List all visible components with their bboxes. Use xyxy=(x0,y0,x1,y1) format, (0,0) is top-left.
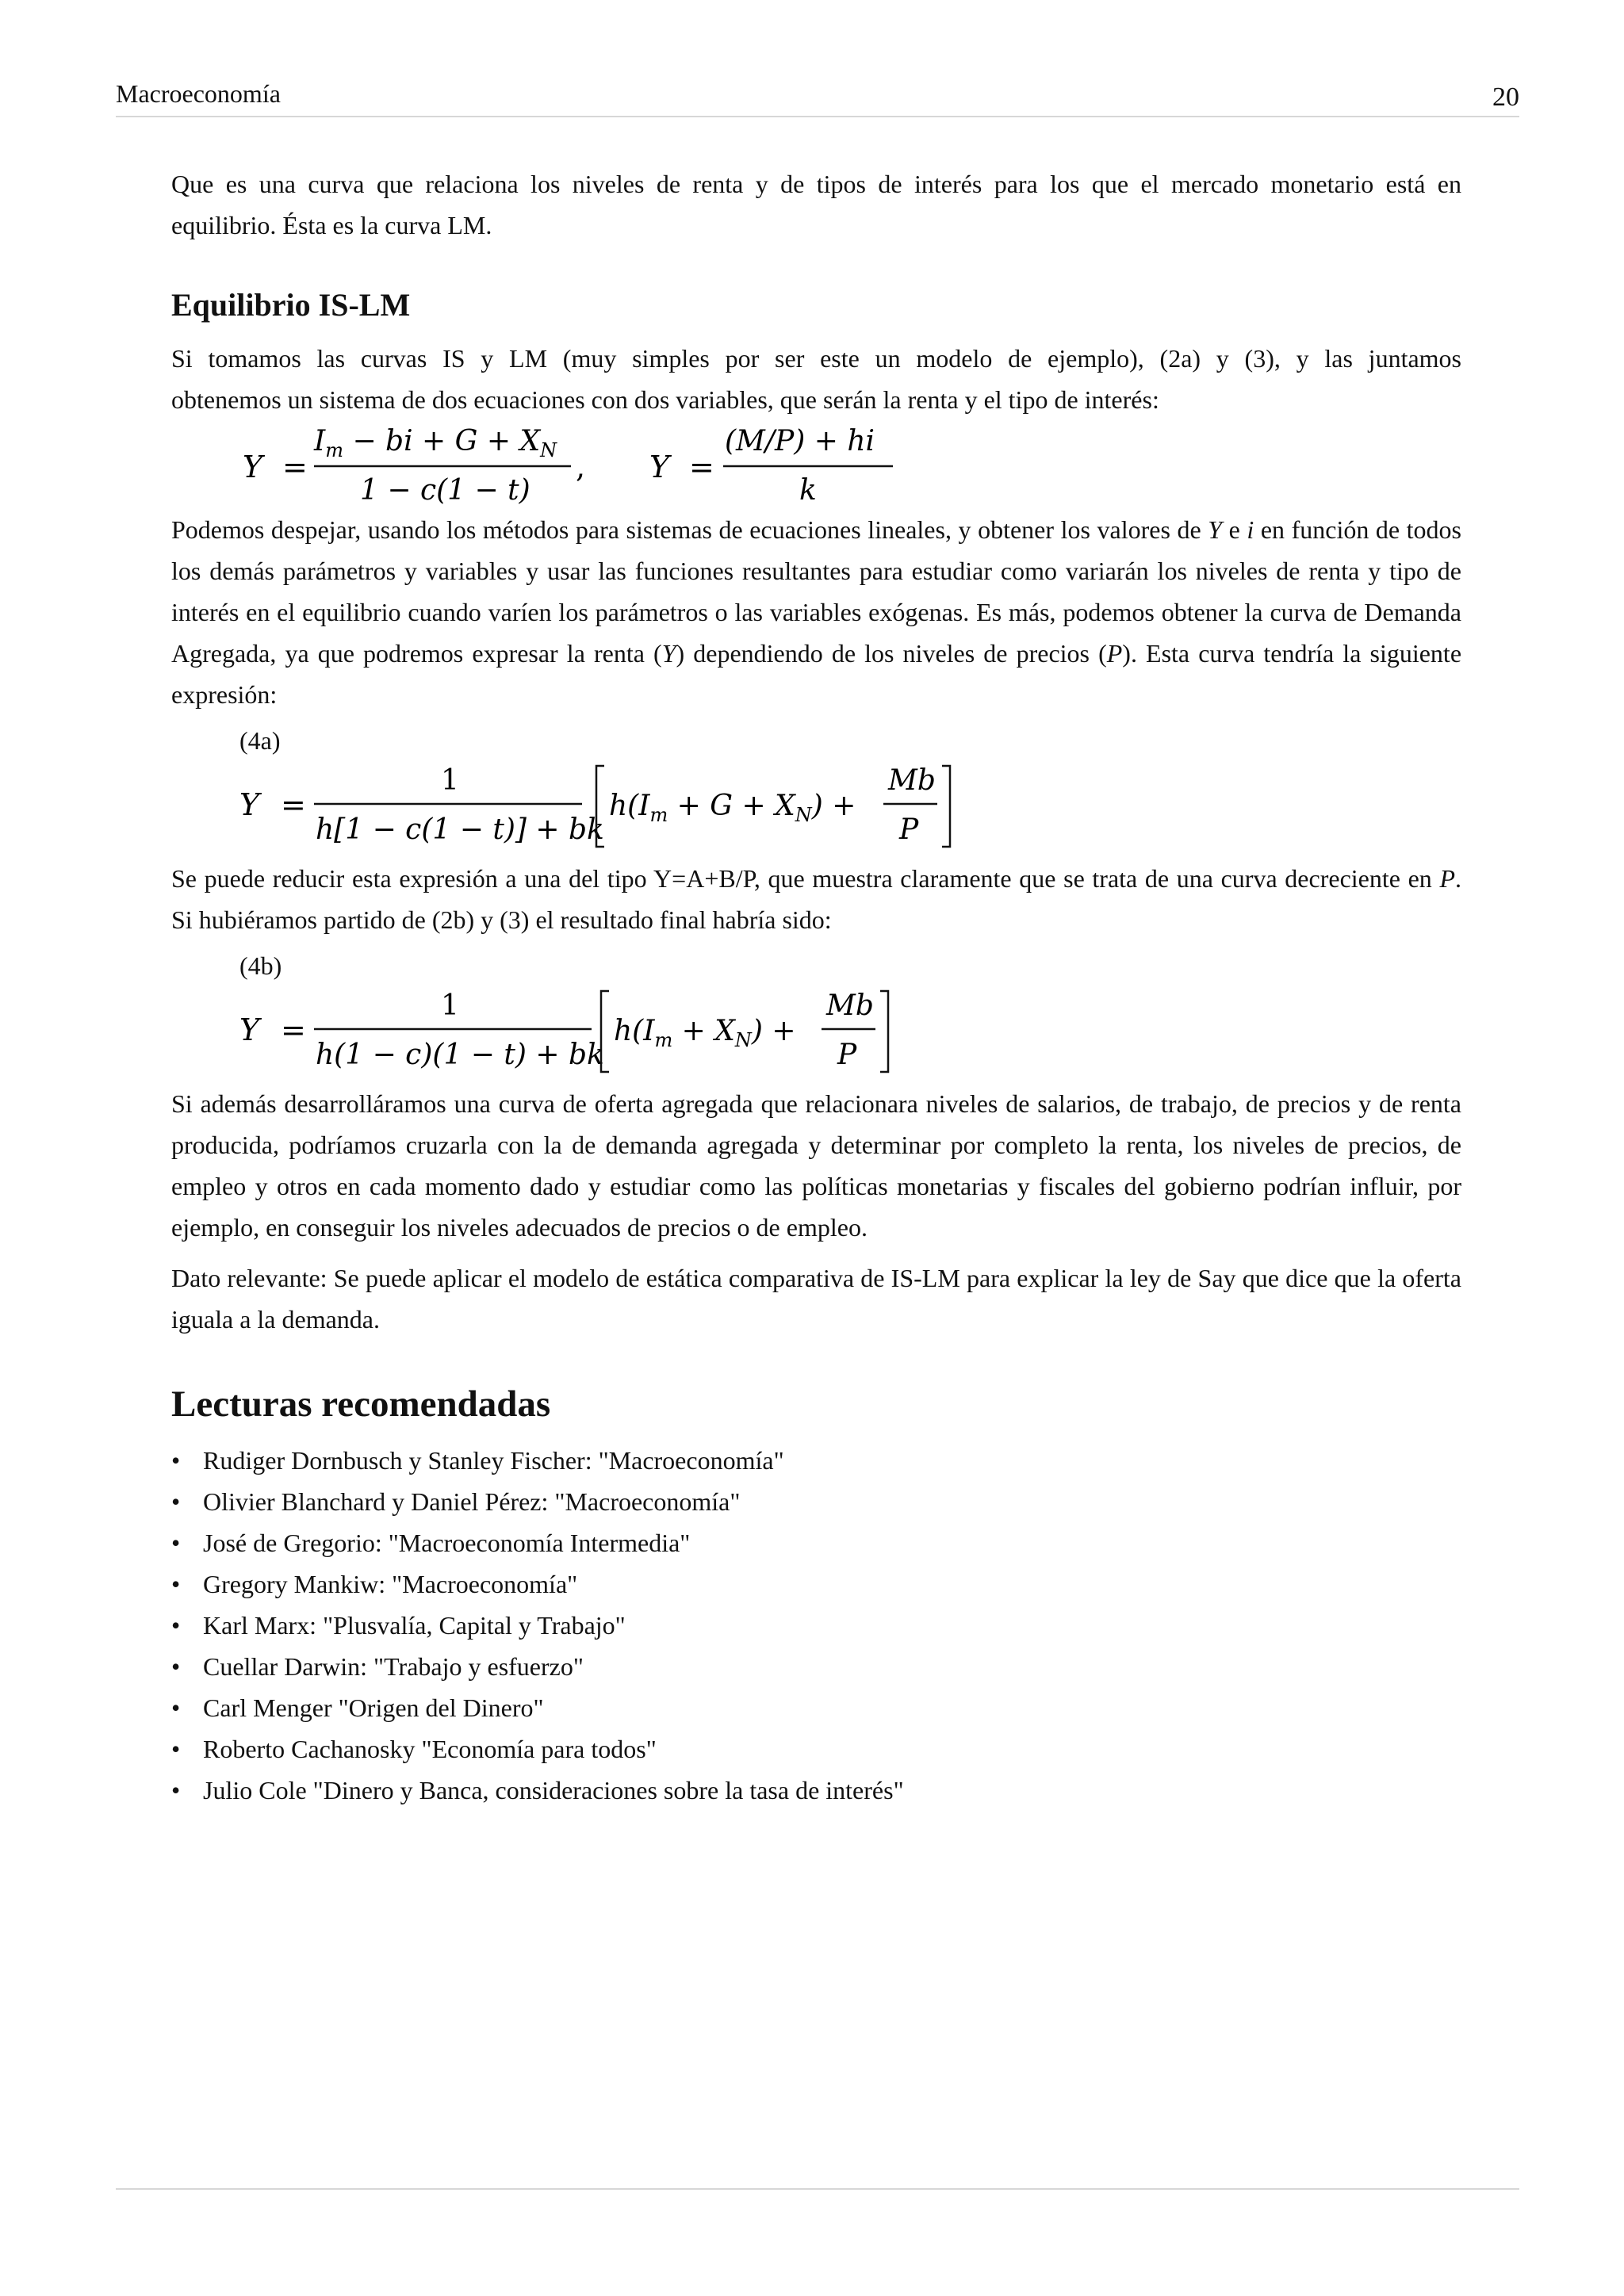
equation-label-4b: (4b) xyxy=(239,951,282,980)
eq4a-bracket-content: $h(I_m + G + X_N)$ + xyxy=(609,790,856,826)
is-eq-sign: = xyxy=(282,450,308,484)
intro-paragraph-end xyxy=(171,205,1461,246)
supply-paragraph: Si además desarrolláramos una curva de oferta agregada que relacionara niveles de salarios, de trabajo, de precios y de renta producida, podríamos cruzarla con la de demanda agregada y determinar por completo la renta, los niveles de precios, de empleo y otros en cada momento dado y estudiar como las políticas monetarias y fiscales del gobierno podrían influir, por ejemplo, en conseguir los niveles adecuados de precios o de empleo. xyxy=(171,1089,1461,1242)
list-item: • Cuellar Darwin: "Trabajo y esfuerzo" xyxy=(171,1652,584,1681)
section-heading-islm: Equilibrio IS-LM xyxy=(171,287,411,323)
eq4b-bracket-content: $h(I_m + X_N)$ + xyxy=(614,1015,796,1051)
reduce-paragraph: Se puede reducir esta expresión a una del tipo Y=A+B/P, que muestra claramente que se trata de una curva decreciente en P. Si hubiéramos partido de (2b) y (3) el resultado final habría sido: xyxy=(171,864,1461,934)
list-item: • Roberto Cachanosky "Economía para todos" xyxy=(171,1735,657,1763)
is-denominator: 1 − c(1 − t) xyxy=(360,474,530,507)
intro-line-1: Que es una curva que relaciona los niveles de renta y de tipos de interés para los que el mercado monetario está en xyxy=(171,170,1461,198)
eq4b-p: P xyxy=(837,1039,857,1071)
list-item: • Karl Marx: "Plusvalía, Capital y Trabajo" xyxy=(171,1611,626,1640)
is-eq-lhs: Y xyxy=(243,450,263,484)
relevant-fact-paragraph: Dato relevante: Se puede aplicar el modelo de estática comparativa de IS-LM para explicar la ley de Say que dice que la oferta iguala a la demanda. xyxy=(171,1264,1461,1334)
eq4a-mb: Mb xyxy=(888,764,936,797)
page-number: 20 xyxy=(1492,82,1519,112)
list-item: • Rudiger Dornbusch y Stanley Fischer: "Macroeconomía" xyxy=(171,1446,784,1475)
islm-line-2: obtenemos un sistema de dos ecuaciones con dos variables, que serán la renta y el tipo de interés: xyxy=(171,385,1159,414)
eq4b-one: 1 xyxy=(441,989,459,1022)
eq4b-sign: = xyxy=(281,1012,306,1047)
lm-eq-lhs: Y xyxy=(649,450,670,484)
equation-4a xyxy=(171,756,1461,855)
equation-label-4a: (4a) xyxy=(239,726,281,755)
list-item: • Julio Cole "Dinero y Banca, consideraciones sobre la tasa de interés" xyxy=(171,1776,904,1804)
lm-eq-sign: = xyxy=(689,450,714,484)
islm-paragraph xyxy=(171,338,1461,379)
is-numerator: $I_m$ − bi + $G + X_N$ xyxy=(314,425,557,461)
recommended-readings-list xyxy=(171,1440,1461,1811)
book-title: Macroeconomía xyxy=(116,79,281,108)
intro-paragraph xyxy=(171,163,1461,205)
eq4a-one: 1 xyxy=(441,764,459,797)
page-content xyxy=(171,163,1461,1811)
intro-line-2: equilibrio. Ésta es la curva LM. xyxy=(171,211,492,239)
lm-numerator: (M/P) + hi xyxy=(725,425,875,457)
list-item: • José de Gregorio: "Macroeconomía Intermedia" xyxy=(171,1529,691,1557)
eq4b-denominator: h(1 − c)(1 − t) + bk xyxy=(316,1039,604,1071)
eq4a-denominator: h[1 − c(1 − t)] + bk xyxy=(316,813,604,846)
solve-paragraph: Podemos despejar, usando los métodos para sistemas de ecuaciones lineales, y obtener los valores de Y e i en función de todos los demás parámetros y variables y usar las funciones resultantes para estudiar como variarán los niveles de renta y tipo de interés en el equilibrio cuando varíen los parámetros o las variables exógenas. Es más, podemos obtener la curva de Demanda Agregada, ya que podremos expresar la renta (Y) dependiendo de los niveles de precios (P). Esta curva tendría la siguiente expresión: xyxy=(171,515,1462,709)
lm-denominator: k xyxy=(799,474,817,507)
list-item: • Carl Menger "Origen del Dinero" xyxy=(171,1693,544,1722)
eq4b-lhs: Y xyxy=(239,1012,260,1047)
eq-comma: , xyxy=(576,450,586,484)
is-lm-equations xyxy=(171,420,1461,507)
eq4b-mb: Mb xyxy=(826,989,874,1022)
eq4a-lhs: Y xyxy=(239,787,260,822)
eq4a-p: P xyxy=(899,813,919,846)
islm-paragraph-end xyxy=(171,379,1461,420)
eq4a-right-bracket xyxy=(942,766,950,847)
list-item: • Olivier Blanchard y Daniel Pérez: "Macroeconomía" xyxy=(171,1487,741,1516)
eq4a-sign: = xyxy=(281,787,306,822)
footer-rule xyxy=(116,2188,1519,2190)
islm-line-1: Si tomamos las curvas IS y LM (muy simples por ser este un modelo de ejemplo), (2a) y (3), y las juntamos xyxy=(171,344,1461,373)
list-item: • Gregory Mankiw: "Macroeconomía" xyxy=(171,1570,578,1598)
section-heading-readings: Lecturas recomendadas xyxy=(171,1383,551,1425)
equation-4b xyxy=(171,982,1461,1080)
running-header xyxy=(116,79,1519,117)
eq4b-right-bracket xyxy=(880,991,888,1072)
